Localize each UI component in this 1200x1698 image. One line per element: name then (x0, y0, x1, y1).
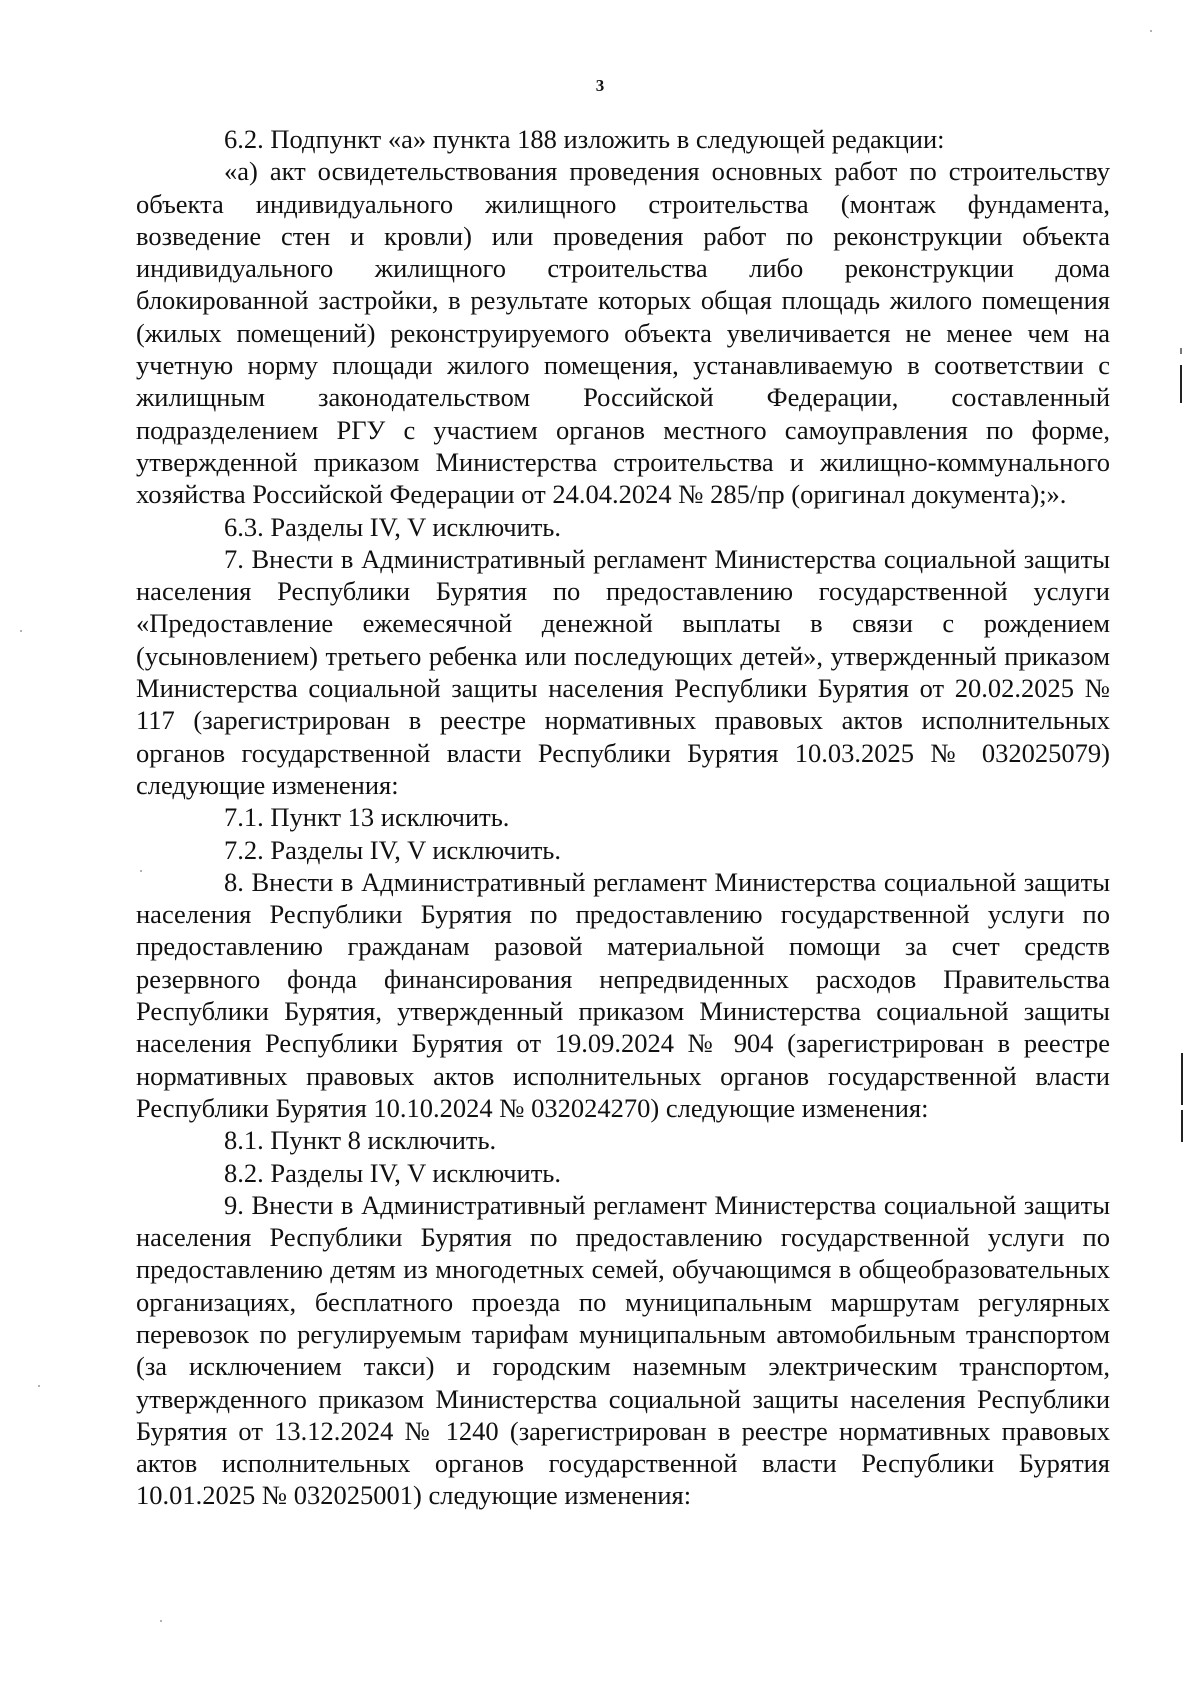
paragraph-8: 8. Внести в Административный регламент Министерства социальной защиты населения Республики Бурятия по предоставлению государственной услуги по предоставлению гражданам разовой материальной помощи за счет средств резервного фонда финансирования непредвиденных расходов Правительства Республики Бурятия, утвержденный приказом Министерства социальной защиты населения Республики Бурятия от 19.09.2024 № 904 (зарегистрирован в реестре нормативных правовых актов исполнительных органов государственной власти Республики Бурятия 10.10.2024 № 032024270) следующие изменения: (136, 866, 1110, 1123)
paragraph-7-1: 7.1. Пункт 13 исключить. (224, 802, 510, 833)
paragraph-8-2: 8.2. Разделы IV, V исключить. (224, 1157, 561, 1188)
scan-speck (38, 1385, 40, 1387)
scan-speck (160, 1620, 162, 1622)
paragraph-6-3: 6.3. Разделы IV, V исключить. (224, 511, 561, 542)
page-number: 3 (595, 76, 605, 95)
paragraph-8-1: 8.1. Пункт 8 исключить. (224, 1125, 497, 1156)
scan-artifact-mark (1181, 1053, 1183, 1105)
paragraph-6-2: 6.2. Подпункт «а» пункта 188 изложить в следующей редакции: (224, 124, 945, 154)
scan-speck (140, 870, 142, 872)
scan-artifact-mark (1181, 1110, 1183, 1142)
scan-artifact-mark (1180, 348, 1182, 354)
paragraph-9: 9. Внести в Административный регламент Министерства социальной защиты населения Республики Бурятия по предоставлению государственной услуги по предоставлению детям из многодетных семей, обучающимся в общеобразовательных организациях, бесплатного проезда по муниципальным маршрутам регулярных перевозок по регулируемым тарифам муниципальным автомобильным транспортом (за исключением такси) и городским наземным электрическим транспортом, утвержденного приказом Министерства социальной защиты населения Республики Бурятия от 13.12.2024 № 1240 (зарегистрирован в реестре нормативных правовых актов исполнительных органов государственной власти Республики Бурятия 10.01.2025 № 032025001) следующие изменения: (136, 1189, 1110, 1511)
document-body (136, 123, 1110, 1512)
scan-artifact-mark (1180, 365, 1182, 403)
paragraph-7: 7. Внести в Административный регламент Министерства социальной защиты населения Республики Бурятия по предоставлению государственной услуги «Предоставление ежемесячной денежной выплаты в связи с рождением (усыновлением) третьего ребенка или последующих детей», утвержденный приказом Министерства социальной защиты населения Республики Бурятия от 20.02.2025 № 117 (зарегистрирован в реестре нормативных правовых актов исполнительных органов государственной власти Республики Бурятия 10.03.2025 № 032025079) следующие изменения: (136, 543, 1110, 800)
scan-speck (1150, 30, 1152, 32)
paragraph-7-2: 7.2. Разделы IV, V исключить. (224, 834, 561, 865)
paragraph-6-2-subitem-a: «а) акт освидетельствования проведения основных работ по строительству объекта индивидуального жилищного строительства (монтаж фундамента, возведение стен и кровли) или проведения работ по реконструкции объекта индивидуального жилищного строительства либо реконструкции дома блокированной застройки, в результате которых общая площадь жилого помещения (жилых помещений) реконструируемого объекта увеличивается не менее чем на учетную норму площади жилого помещения, устанавливаемую в соответствии с жилищным законодательством Российской Федерации, составленный подразделением РГУ с участием органов местного самоуправления по форме, утвержденной приказом Министерства строительства и жилищно-коммунального хозяйства Российской Федерации от 24.04.2024 № 285/пр (оригинал документа);». (136, 156, 1110, 510)
scan-speck (20, 630, 22, 632)
